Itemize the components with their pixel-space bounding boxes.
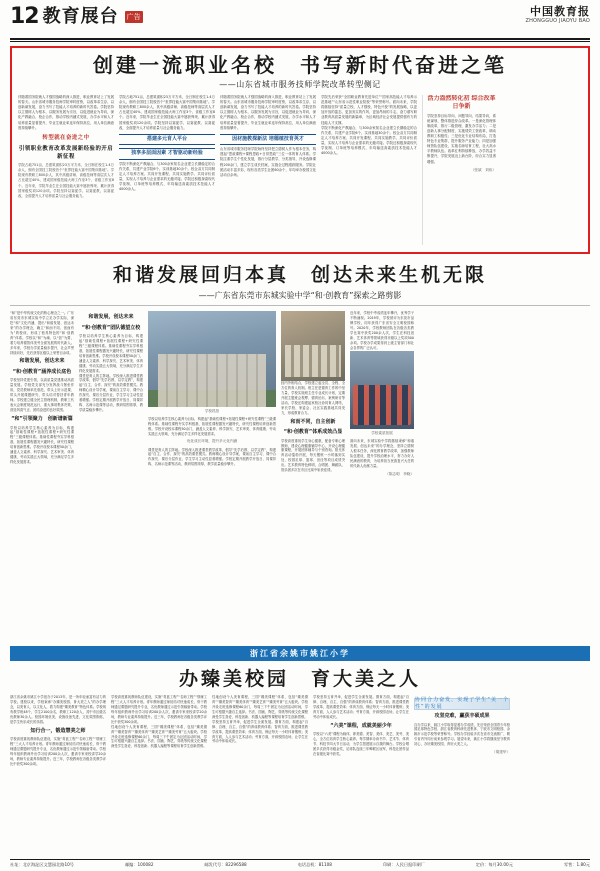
article-1-col2-heading: 引领职业教育改革发展新经验的开启新征程 — [18, 145, 114, 160]
article-1-col5-text: 学院先后荣获“全国职业教育先进单位”“国家高技能人才培养示范基地”“山东省示范性职业院校”等荣誉称号。面向未来，学院将继续坚持“质量立校、人才强校、特色兴校”的发展战略，以更加开放的姿态、更加务实的作风、更加昂扬的斗志，奋力谱写职业教育高质量发展的新篇章，为区域经济社会发展提供强有力的技能人才支撑。 — [321, 95, 417, 125]
article-3-col5-heading: “六美”课程，成就美丽少年 — [330, 722, 392, 729]
article-3 — [10, 646, 590, 845]
article-3-col1-heading: 知行合一，锻造慧美之师 — [30, 727, 86, 734]
article-2-col2-heading-1: 和谐发展，创达未来 — [88, 314, 134, 320]
campus-building-photo — [148, 311, 276, 407]
article-1-col4-text: 山东省城市服务技师学院始终坚持把立德树人作为根本任务，构建起“思政课程+课程思政+日常思政”三位一体的育人体系。学院注重学生个性化发展，推行分层教学、分类指导，开设选修课程200余门，建立学生成长档案，实施全过程跟踪服务。学院社团活动丰富多彩，现有各类学生社团60余个，年均举办校园文化活动百余场。 — [220, 147, 316, 177]
article-3-column-3 — [212, 695, 308, 845]
article-1-sidebar-text: 学院坚持目标导向、问题导向、结果导向，系统谋划、整体推进综合改革。一是深化管理体制改革，推行二级管理，激发办学活力；二是创新人事分配制度，实施绩效工资改革，调动教职工积极性；三是优化专业结构布局，打造特色专业集群，提升服务产业能力；四是加强师资队伍建设，实施名师培育工程，壮大高水平教师队伍。改革红利持续释放，办学效益不断提升，学院发展迈上新台阶，综合实力显著增强。 — [427, 113, 496, 164]
article-2-col1-heading-1: 和谐发展，创达未来 — [19, 358, 65, 365]
classroom-activity-photo — [281, 311, 345, 381]
article-2-col1-text-2: 学校坚持党建引领，以高质量党建推动高质量发展。学校党支部充分发挥战斗堡垒作用，党员教师率先垂范，带头上好示范课、带头开展课题研究、带头结对帮扶青年教师。学校建立健全民主管理机制，教职工代表大会制度规范运行，重大事项集体决策，营造风清气正、团结奋进的良好氛围。 — [10, 378, 74, 413]
section-title: 教育展台 — [42, 6, 119, 27]
article-2-column-3 — [281, 311, 345, 641]
article-1-column-2 — [119, 95, 215, 245]
article-3-col5-text: 学校以“六美”课程为载体，即美德、美智、美体、美艺、美劳、美心，全方位培育学生核心素养。每学期举办读书节、艺术节、体育节、科技节四大节日活动，为学生搭建展示自我的舞台。学校合唱团多次获得市级金奖，足球队连续三年蝉联区冠军，科技社团作品在省级比赛中获奖。 — [313, 732, 409, 756]
article-1-subtitle: ——山东省城市服务技师学院改革转型侧记 — [219, 80, 381, 89]
article-1-header — [18, 54, 582, 90]
footer-item-5: 定价：每月30.00元 — [475, 862, 513, 867]
article-2-col3-text-2: 学校高度重视学生身心健康，配备专职心理教师，建设心理健康辅导中心，开设心理健康课程，开展团体辅导与个别咨询。阳光体育活动蓬勃开展，每天锻炼一小时落到实处，校园足球、篮球、田径等项目成绩突出。艺术教育特色鲜明，合唱团、舞蹈队、管乐团多次在市区比赛中斩获佳绩。 — [281, 438, 345, 473]
footer-item-0: 社址：北京海淀区文慧园北路10号 — [10, 862, 74, 867]
article-1-column-1 — [18, 95, 114, 245]
footer-item-6: 零售：1.80元 — [563, 862, 590, 867]
page-footer — [10, 859, 590, 868]
article-3-banner: 协同合力奋发，实现了学生“美一个性”的发展 — [415, 696, 509, 710]
article-3-col1-text: 浙江省余姚市姚江小学创办于2013年，是一所年轻而富有活力的学校。建校以来，学校秉承“办臻美校园、育大美之人”的办学理念，以美育人、以文化人，着力构建“臻美教育”特色体系。学校现有教学班48个，学生2100余名，教职工120余人，其中市区级名优教师30余人。校园环境优美，设施设备先进，文化氛围浓郁，是学生快乐成长的乐园。 — [10, 695, 106, 724]
article-3-column-4 — [313, 695, 409, 845]
footer-item-1: 邮编：100082 — [124, 862, 154, 867]
article-1-col1-text: 伴随着国务院就人才强国战略的深入推进，职业教育站上了发展的春天。山东省城市服务技师学院审时度势，以改革求生存、以创新谋发展，奋力书写了技能人才培养的新时代答卷。学院坚持以立德树人为根本，以服务发展为宗旨，以促进就业为导向，深化产教融合、校企合作，推动学校内涵式发展，办学水平和人才培养质量显著提升，毕业生就业率连年保持高位，用人单位满意度持续攀升。 — [18, 95, 114, 130]
article-2-column-1 — [10, 311, 74, 641]
article-2-col4-text-2: 面向未来，东城实验中学将继续秉承“和谐发展、创达未来”的办学理念，坚持立德树人根本任务，深化教育教学改革，加强教师队伍建设，提升学校治理水平，努力办好人民满意的教育，为培养担当民族复兴大任的时代新人贡献力量。 — [350, 438, 414, 468]
article-1-col5-text-b: 学院不断深化产教融合，与300余家知名企业建立长期稳定的合作关系，共建产业学院6个、实训基地30余个。校企双方共同制定人才培养方案、共同开发课程、共同实施教学、共同评价质量，实现人才培养与企业需求的无缝对接。学院还积极探索现代学徒制、订单班等培养模式，年均输送高素质技术技能人才4000余人。 — [321, 125, 417, 156]
article-2-mid-text-1: 学校以培养学生核心素养为目标，构建起“基础性课程+拓展性课程+研究性课程”三级课程体系。基础性课程夯实学科根基，拓展性课程激发兴趣特长，研究性课程培育创新思维。学校开设校本课程50余门，涵盖人文素养、科学探究、艺术审美、体育健康、劳动实践五大领域，充分满足学生多样化发展需求。 — [148, 417, 276, 437]
article-3-col3-text-b: 学校坚持五育并举，促进学生全面发展。德育方面，构建起“自律、自理、自主、自强”的养成教育体系；智育方面，推进课堂教学改革，提高课堂效率；体育方面，保证每天一小时体育锻炼；美育方面，人人参与艺术活动；劳育方面，开辟校园农场，让学生在劳动中体验成长。 — [212, 719, 308, 744]
article-1-col1-heading: 转型就在奋进之中 — [42, 134, 90, 141]
article-2-col1-text-3: 学校以培养学生核心素养为目标，构建起“基础性课程+拓展性课程+研究性课程”三级课程体系。基础性课程夯实学科根基，拓展性课程激发兴趣特长，研究性课程培育创新思维。学校开设校本课程50余门，涵盖人文素养、科学探究、艺术审美、体育健康、劳动实践五大领域，充分满足学生多样化发展需求。 — [10, 425, 74, 465]
article-2-mid-text-2: 课堂是育人的主阵地。学校深入推进课堂教学改革，倡导“先学后教、以学定教”，构建起“自主、合作、探究”的高效课堂模式。教师精心设计导学案，课前自主学习、课中合作探究、课后分层作业，学生学习主动性显著增强。学校定期开展教学开放日、同课异构、名师示范课等活动，教研氛围浓厚，教学质量稳步攀升。 — [148, 447, 276, 467]
article-2-column-middle — [148, 311, 276, 641]
footer-line — [10, 860, 590, 868]
article-2-byline: （陈志明 李晓） — [385, 471, 414, 476]
article-2-col1-text: “和”是中华传统文化的核心理念之一。广东省东莞市东城实验中学立足办学实际，深挖“和”文化内涵，提出“和谐发展、创达未来”的办学理念，确立“和而不同、创而有为”的校训，形成了独具特色的“和·创教育”体系。学校以“和”为魂、以“创”为要，着力培养德智体美劳全面发展的时代新人。多年来，学校办学质量稳步提升，社会声誉持续向好，先后获得区级以上荣誉百余项。 — [10, 311, 74, 355]
footer-item-4: 印刷：人民日报印刷厂 — [382, 862, 425, 867]
article-2-col2-heading-2: “和·创教育”团队德望立校 — [81, 324, 141, 331]
article-2-col3-heading-1: 和而不同，自主创新 — [290, 418, 336, 425]
article-1-col2-text: 学院占地751亩，总建筑面积23万平方米，全日制在校生1.4万余人，拥有全国技工院校首个“世界技能大赛中国集训基地”。学院现有教职工800余人，其中高级讲师、高级技师等高层次人才占比超过40%，建成国家级技能大师工作室3个、省级工作室8个。近年来，学院毕业生在全国技能大赛中屡获殊荣，累计获得国家级奖项120余项。学院坚持以赛促学、以赛促教、以赛促改，全面提升人才培养质量与社会服务能力。 — [119, 95, 215, 130]
article-2-col1-heading-2: “和·创教育”涵养成长底色 — [12, 368, 72, 375]
article-2-column-2 — [79, 311, 143, 641]
article-1-column-3 — [220, 95, 316, 245]
article-3-col6-text: 自办学以来，姚江小学取得显著办学成绩，先后荣获全国青少年校园足球特色学校、浙江省教育科研先进集体、宁波市文明校园、余姚市示范学校等荣誉称号。学校办学经验多次在省市交流推广，吸引省内外同行前来参观学习。展望未来，姚江小学将继续坚守教育初心，办好臻美校园，育好大美之人。 — [414, 722, 510, 747]
article-2 — [10, 260, 590, 641]
article-2-col1-heading-3: “和”引领聚力 创新谱新篇 — [11, 416, 73, 422]
article-3-body — [10, 695, 590, 845]
article-1 — [10, 46, 590, 254]
paper-name-en: ZHONGGUO JIAOYU BAO — [525, 17, 590, 24]
masthead-rule — [10, 38, 590, 40]
article-2-subtitle: ——广东省东莞市东城实验中学“和·创教育”探索之路剪影 — [198, 291, 402, 300]
article-3-band: 浙江省余姚市姚江小学 — [10, 646, 590, 661]
footer-item-2: 邮发代号：82296588 — [204, 862, 247, 867]
photo-caption-2: 优化成长环境，提升多元化内涵 — [186, 439, 238, 444]
masthead-right — [525, 6, 590, 24]
article-3-column-5 — [414, 695, 510, 845]
paper-name-cn: 中国教育报 — [530, 5, 590, 18]
photo-caption-1: 学校抓拍 — [204, 409, 220, 413]
article-2-col2-text-1: 学校以培养学生核心素养为目标，构建起“基础性课程+拓展性课程+研究性课程”三级课程体系。基础性课程夯实学科根基，拓展性课程激发兴趣特长，研究性课程培育创新思维。学校开设校本课程50余门，涵盖人文素养、科学探究、艺术审美、体育健康、劳动实践五大领域，充分满足学生多样化发展需求。 — [79, 334, 143, 373]
masthead-left — [10, 6, 143, 28]
article-1-col3-box-heading-top: 搭建多元育人平台 — [119, 134, 215, 146]
article-3-title: 办臻美校园 育大美之人 — [178, 668, 421, 690]
masthead-rule-thin — [10, 41, 590, 42]
article-3-col3-text: 性地创设个人美育课程，三国“臻美课程”体系，包括“臻美德育”“臻美智育”“臻美体育”“臻美艺育”“臻美劳育”五大板块。学校开设走班选修课程60余门，每周三下午固定为社团活动时间，学生可根据兴趣自主选择。书法、国画、陶艺、剪纸等传统文化课程深受学生喜爱，科技创新、机器人编程等课程培育学生创新思维。 — [212, 695, 308, 719]
article-1-byline: （张斌 刘伟） — [470, 167, 496, 172]
article-2-rule — [10, 305, 590, 306]
article-3-col2-text-b: 性地创设个人美育课程，三国“臻美课程”体系，包括“臻美德育”“臻美智育”“臻美体育”“臻美艺育”“臻美劳育”五大板块。学校开设走班选修课程60余门，每周三下午固定为社团活动时间，学生可根据兴趣自主选择。书法、国画、陶艺、剪纸等传统文化课程深受学生喜爱，科技创新、机器人编程等课程培育学生创新思维。 — [111, 724, 207, 749]
article-3-col1-text-b: 学校高度重视教师队伍建设，实施“青蓝工程”“名师工程”“领雁工程”三大人才培养计划。青年教师通过师徒结对快速成长，骨干教师通过课题研究提升专业，名优教师通过示范引领辐射带动。学校每年组织教师外出学习培训200余人次，邀请专家来校讲学20余场，教师专业素养持续提升。近三年，学校教师在各级各类教学评比中获奖300余项。 — [10, 737, 106, 766]
article-2-col2-text-2: 课堂是育人的主阵地。学校深入推进课堂教学改革，倡导“先学后教、以学定教”，构建起“自主、合作、探究”的高效课堂模式。教师精心设计导学案，课前自主学习、课中合作探究、课后分层作业，学生学习主动性显著增强。学校定期开展教学开放日、同课异构、名师示范课等活动，教研氛围浓厚，教学质量稳步攀升。 — [79, 373, 143, 413]
article-3-byline: （胡建华） — [492, 750, 510, 755]
article-2-title: 和谐发展回归本真 创达未来生机无限 — [112, 264, 487, 286]
photo-caption-3: 学校素质拓展 — [371, 430, 393, 435]
article-2-col3-heading-2: “和·创教育”体系成效凸显 — [283, 429, 343, 436]
article-3-column-2 — [111, 695, 207, 845]
article-1-sidebar — [422, 95, 496, 245]
article-1-col3-text: 学院不断深化产教融合，与300余家知名企业建立长期稳定的合作关系，共建产业学院6个、实训基地30余个。校企双方共同制定人才培养方案、共同开发课程、共同实施教学、共同评价质量，实现人才培养与企业需求的无缝对接。学院还积极探索现代学徒制、订单班等培养模式，年均输送高素质技术技能人才4000余人。 — [119, 161, 215, 192]
article-1-title: 创建一流职业名校 书写新时代奋进之笔 — [93, 53, 507, 77]
article-3-column-1 — [10, 695, 106, 845]
article-3-col2-text: 学校高度重视教师队伍建设，实施“青蓝工程”“名师工程”“领雁工程”三大人才培养计划。青年教师通过师徒结对快速成长，骨干教师通过课题研究提升专业，名优教师通过示范引领辐射带动。学校每年组织教师外出学习培训200余人次，邀请专家来校讲学20余场，教师专业素养持续提升。近三年，学校教师在各级各类教学评比中获奖300余项。 — [111, 695, 207, 724]
article-2-col4-text-1: 近年来，学校中考成绩连年攀升，优秀学子不断涌现。2019年，学校被评为东莞市品牌学校，同年获得广东省安全文明校园称号。2020年，学校教师团队在各级各类教学比赛中获奖200余人次，学生在科技创新、艺术体育等领域获得市级以上奖项500余项。学校办学成果得到上级主管部门和社会各界的广泛认可。 — [350, 311, 414, 350]
article-1-body — [18, 95, 582, 245]
masthead — [10, 6, 590, 36]
article-2-col3-text-1: 经内外相结合，学校建立起全员、全程、全方位的育人机制。班主任是德育工作的中坚力量，学校实施班主任专业成长计划，定期开展主题班会观摩、德育论坛、案例研讨等活动。学校还构建起家校社协同育人网络，家长学校、家委会、社区实践基地共同发力，形成教育合力。 — [281, 381, 345, 415]
article-1-col3b-text: 伴随着国务院就人才强国战略的深入推进，职业教育站上了发展的春天。山东省城市服务技师学院审时度势，以改革求生存、以创新谋发展，奋力书写了技能人才培养的新时代答卷。学院坚持以立德树人为根本，以服务发展为宗旨，以促进就业为导向，深化产教融合、校企合作，推动学校内涵式发展，办学水平和人才培养质量显著提升，毕业生就业率连年保持高位，用人单位满意度持续攀升。 — [220, 95, 316, 130]
group-photo — [350, 351, 414, 429]
article-1-col3-box-heading: 独享多层面因素 才智驱动新经验 — [119, 148, 215, 160]
article-1-sidebar-title: 活力盎然转化初 综合改革日争新 — [427, 95, 496, 110]
footer-item-3: 电话总机：81108 — [297, 862, 332, 867]
article-1-col1-note: 学院占地751亩，总建筑面积23万平方米，全日制在校生1.4万余人，拥有全国技工院校首个“世界技能大赛中国集训基地”。学院现有教职工800余人，其中高级讲师、高级技师等高层次人才占比超过40%，建成国家级技能大师工作室3个、省级工作室8个。近年来，学院毕业生在全国技能大赛中屡获殊荣，累计获得国家级奖项120余项。学院坚持以赛促学、以赛促教、以赛促改，全面提升人才培养质量与社会服务能力。 — [18, 163, 114, 198]
article-1-col4-box-heading: 因材施教探新法 培德植技育英才 — [220, 134, 316, 146]
ad-badge: 广告 — [126, 13, 141, 21]
article-2-column-4 — [350, 311, 414, 641]
article-1-column-4 — [321, 95, 417, 245]
page-number: 12 — [10, 4, 39, 29]
article-3-col6-heading: 攻坚克难，赢获丰硕成果 — [434, 713, 490, 719]
article-2-body — [10, 311, 590, 641]
article-3-col4-text: 学校坚持五育并举，促进学生全面发展。德育方面，构建起“自律、自理、自主、自强”的养成教育体系；智育方面，推进课堂教学改革，提高课堂效率；体育方面，保证每天一小时体育锻炼；美育方面，人人参与艺术活动；劳育方面，开辟校园农场，让学生在劳动中体验成长。 — [313, 695, 409, 719]
